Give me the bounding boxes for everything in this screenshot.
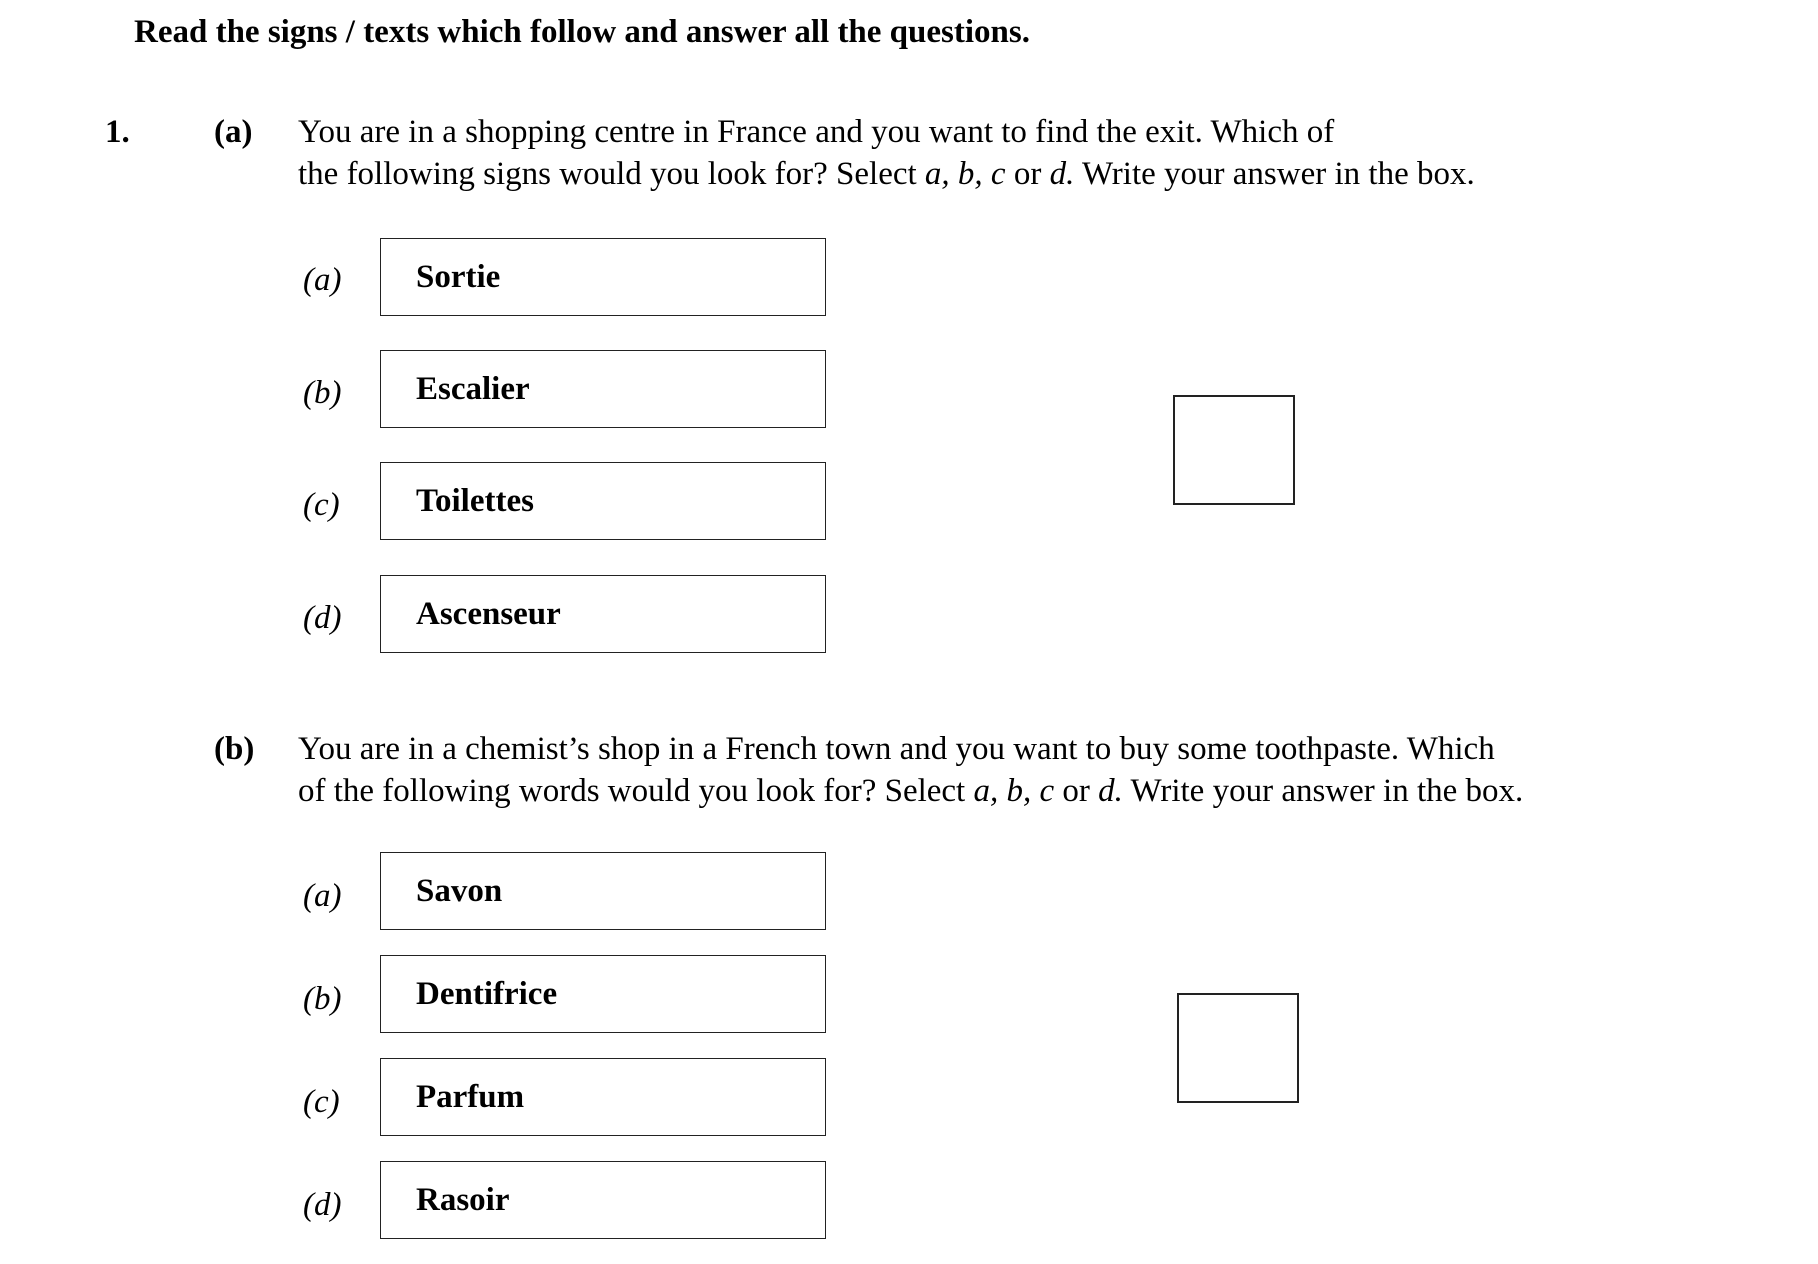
part-b-label: (b) — [214, 731, 255, 767]
part-a-option-b-label: (b) — [303, 375, 342, 411]
part-b-option-a-label: (a) — [303, 878, 342, 914]
question-text: or — [1054, 773, 1099, 809]
part-b-sign-rasoir — [380, 1161, 826, 1239]
part-a-label: (a) — [214, 114, 253, 150]
part-a-sign-sortie — [380, 238, 826, 316]
part-b-answer-box[interactable] — [1177, 993, 1299, 1103]
part-a-option-a-label: (a) — [303, 262, 342, 298]
part-a-question-line2 — [298, 153, 1475, 195]
sign-text: Parfum — [416, 1079, 525, 1115]
option-letters: a, b, c — [924, 156, 1006, 192]
sign-text: Dentifrice — [416, 976, 558, 1012]
option-letters: a, b, c — [973, 773, 1055, 809]
part-b-question-line2 — [298, 770, 1523, 812]
instruction-heading: Read the signs / texts which follow and answer all the questions. — [134, 14, 1030, 50]
part-a-option-c-label: (c) — [303, 487, 340, 523]
part-b-sign-parfum — [380, 1058, 826, 1136]
sign-text: Ascenseur — [416, 596, 561, 632]
part-a-answer-box[interactable] — [1173, 395, 1295, 505]
sign-text: Rasoir — [416, 1182, 510, 1218]
question-number: 1. — [105, 114, 130, 150]
question-text: Write your answer in the box. — [1074, 156, 1475, 192]
sign-text: Savon — [416, 873, 503, 909]
part-a-sign-ascenseur — [380, 575, 826, 653]
question-text: Write your answer in the box. — [1122, 773, 1524, 809]
part-a-sign-escalier — [380, 350, 826, 428]
sign-text: Escalier — [416, 371, 530, 407]
part-b-sign-savon — [380, 852, 826, 930]
part-a-question-line1: You are in a shopping centre in France and you want to find the exit. Which of — [298, 114, 1335, 150]
question-text: the following signs would you look for? Select — [298, 156, 925, 192]
question-text: of the following words would you look for? Select — [298, 773, 974, 809]
part-a-option-d-label: (d) — [303, 600, 342, 636]
option-letter-last: d. — [1098, 773, 1123, 809]
part-b-question-line1: You are in a chemist’s shop in a French town and you want to buy some toothpaste. Which — [298, 731, 1495, 767]
part-b-option-c-label: (c) — [303, 1084, 340, 1120]
part-a-sign-toilettes — [380, 462, 826, 540]
question-text: or — [1005, 156, 1050, 192]
option-letter-last: d. — [1049, 156, 1075, 192]
sign-text: Sortie — [416, 259, 501, 295]
part-b-option-d-label: (d) — [303, 1187, 342, 1223]
part-b-sign-dentifrice — [380, 955, 826, 1033]
sign-text: Toilettes — [416, 483, 534, 519]
part-b-option-b-label: (b) — [303, 981, 342, 1017]
